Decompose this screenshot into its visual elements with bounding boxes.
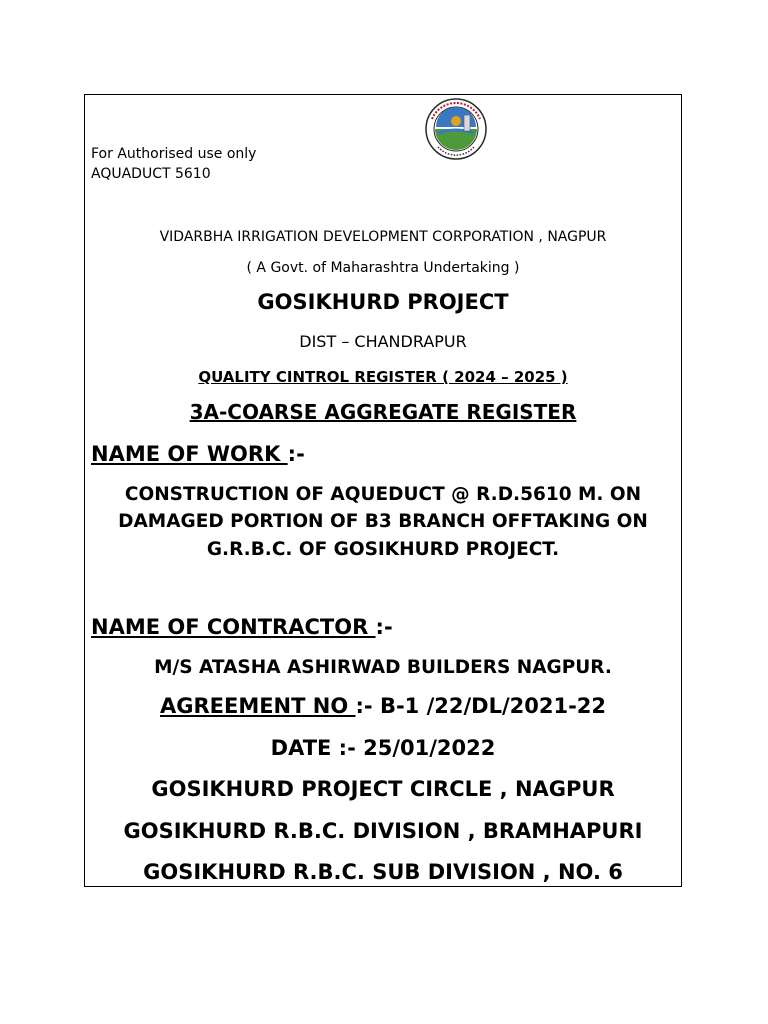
agreement-value: :- B-1 /22/DL/2021-22 (355, 694, 607, 718)
contractor-name: M/S ATASHA ASHIRWAD BUILDERS NAGPUR. (154, 657, 612, 678)
corporation-name: VIDARBHA IRRIGATION DEVELOPMENT CORPORATION , NAGPUR (159, 229, 607, 245)
work-separator: :- (287, 442, 305, 466)
rbc-sub-division: GOSIKHURD R.B.C. SUB DIVISION , NO. 6 (143, 860, 623, 884)
project-circle: GOSIKHURD PROJECT CIRCLE , NAGPUR (151, 777, 615, 801)
agreement-label: AGREEMENT NO (159, 694, 356, 718)
contractor-label: NAME OF CONTRACTOR (91, 615, 376, 639)
rbc-division: GOSIKHURD R.B.C. DIVISION , BRAMHAPURI (123, 819, 643, 843)
work-line-2: DAMAGED PORTION OF B3 BRANCH OFFTAKING ON (118, 511, 648, 532)
work-heading (91, 440, 305, 468)
work-label: NAME OF WORK (91, 442, 288, 466)
agreement-line (85, 692, 681, 720)
authorised-note: For Authorised use only (91, 146, 257, 162)
cover-frame (84, 94, 682, 887)
agreement-date: DATE :- 25/01/2022 (270, 736, 496, 760)
contractor-separator: :- (375, 615, 393, 639)
aquaduct-reference: AQUADUCT 5610 (91, 166, 211, 182)
project-title: GOSIKHURD PROJECT (257, 290, 509, 314)
district-name: DIST – CHANDRAPUR (299, 332, 467, 351)
undertaking-note: ( A Govt. of Maharashtra Undertaking ) (246, 260, 520, 276)
vidc-emblem-icon (424, 97, 488, 161)
register-title: 3A-COARSE AGGREGATE REGISTER (189, 400, 577, 424)
register-period: QUALITY CINTROL REGISTER ( 2024 – 2025 ) (198, 368, 568, 386)
work-line-3: G.R.B.C. OF GOSIKHURD PROJECT. (206, 539, 560, 560)
work-line-1: CONSTRUCTION OF AQUEDUCT @ R.D.5610 M. ON (124, 484, 642, 505)
contractor-heading (91, 613, 393, 641)
